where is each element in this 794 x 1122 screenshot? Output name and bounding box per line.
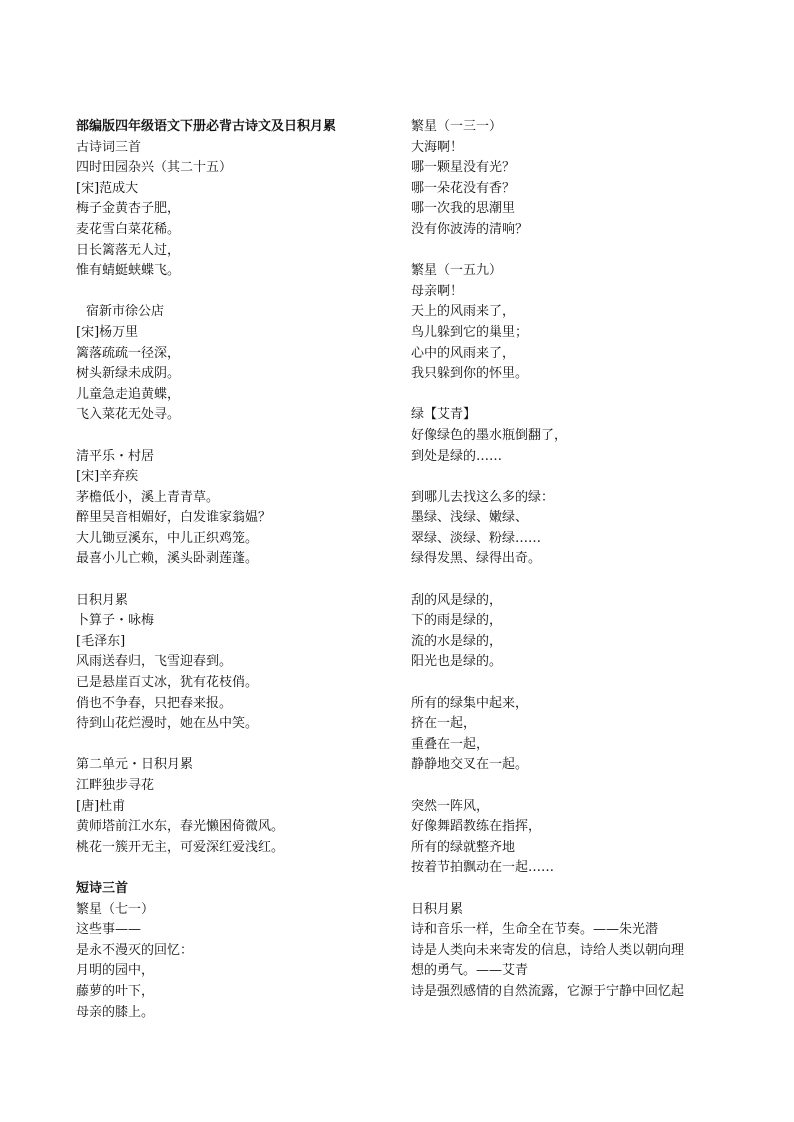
text-line: 诗是人类向未来寄发的信息，诗给人类以朝向理	[411, 942, 685, 958]
text-line: 母亲啊！	[411, 283, 464, 299]
text-line: [宋]辛弃疾	[76, 469, 139, 485]
text-line: 大海啊！	[411, 139, 464, 155]
text-line: 待到山花烂漫时，她在丛中笑。	[76, 716, 259, 732]
text-line: 清平乐・村居	[76, 448, 155, 464]
blank-line	[411, 879, 741, 900]
blank-line	[76, 426, 396, 447]
text-line: 到哪儿去找这么多的绿：	[411, 489, 555, 505]
text-line: 惟有蜻蜓蛱蝶飞。	[76, 263, 181, 279]
text-line: 刮的风是绿的，	[411, 592, 503, 608]
text-line: 树头新绿未成阴。	[76, 366, 181, 382]
left-column	[76, 117, 396, 1023]
text-line: 到处是绿的……	[411, 448, 503, 464]
text-line: 宿新市徐公店	[86, 304, 165, 320]
text-line: 墨绿、浅绿、嫩绿、	[411, 510, 529, 526]
text-line: 繁星（一三一）	[411, 119, 503, 134]
text-line: 静静地交叉在一起。	[411, 757, 529, 773]
text-line: 篱落疏疏一径深，	[76, 345, 181, 361]
text-line: [毛泽东]	[76, 633, 126, 649]
text-line: 已是悬崖百丈冰，犹有花枝俏。	[76, 675, 259, 691]
text-line: [宋]杨万里	[76, 324, 139, 340]
text-line: 好像绿色的墨水瓶倒翻了，	[411, 427, 568, 443]
text-line: 四时田园杂兴（其二十五）	[76, 160, 233, 176]
text-line: 藤萝的叶下，	[76, 983, 155, 999]
text-line: 翠绿、淡绿、粉绿……	[411, 530, 542, 546]
text-line: 最喜小儿亡赖，溪头卧剥莲蓬。	[76, 551, 259, 567]
text-line: 想的勇气。——艾青	[411, 963, 529, 979]
text-line: 天上的风雨来了，	[411, 304, 516, 320]
text-line: 诗和音乐一样，生命全在节奏。——朱光潜	[411, 922, 659, 938]
section-heading: 短诗三首	[76, 880, 129, 896]
text-line: [宋]范成大	[76, 180, 139, 196]
text-line: 月明的园中，	[76, 963, 155, 979]
blank-line	[411, 570, 741, 591]
text-line: 繁星（七一）	[76, 901, 155, 917]
document-title: 部编版四年级语文下册必背古诗文及日积月累	[76, 119, 337, 134]
text-line: 哪一颗星没有光？	[411, 160, 516, 176]
text-line: 按着节拍飘动在一起……	[411, 860, 555, 876]
text-line: 日积月累	[76, 592, 129, 608]
blank-line	[76, 282, 396, 303]
text-line: 茅檐低小，溪上青青草。	[76, 489, 220, 505]
blank-line	[411, 467, 741, 488]
blank-line	[411, 673, 741, 694]
text-line: 流的水是绿的，	[411, 633, 503, 649]
text-line: 好像舞蹈教练在指挥，	[411, 819, 542, 835]
text-line: 没有你波涛的清响？	[411, 221, 529, 237]
text-line: 绿得发黑、绿得出奇。	[411, 551, 542, 567]
text-line: 诗是强烈感情的自然流露，它源于宁静中回忆起	[411, 983, 685, 999]
text-line: 第二单元・日积月累	[76, 757, 194, 773]
text-line: 重叠在一起，	[411, 736, 490, 752]
text-line: 突然一阵风，	[411, 798, 490, 814]
text-line: 心中的风雨来了，	[411, 345, 516, 361]
text-line: 大儿锄豆溪东，中儿正织鸡笼。	[76, 530, 259, 546]
blank-line	[76, 858, 396, 879]
text-line: 飞入菜花无处寻。	[76, 407, 181, 423]
text-line: 哪一次我的思潮里	[411, 201, 516, 217]
blank-line	[411, 241, 741, 262]
text-line: 日积月累	[411, 901, 464, 917]
blank-line	[411, 385, 741, 406]
text-line: 挤在一起，	[411, 716, 477, 732]
text-line: 梅子金黄杏子肥，	[76, 201, 181, 217]
text-line: 繁星（一五九）	[411, 263, 503, 279]
text-line: 鸟儿躲到它的巢里；	[411, 324, 529, 340]
text-line: 醉里吴音相媚好，白发谁家翁媪？	[76, 510, 272, 526]
text-line: [唐]杜甫	[76, 798, 126, 814]
text-line: 江畔独步寻花	[76, 778, 155, 793]
blank-line	[411, 776, 741, 797]
text-line: 哪一朵花没有香？	[411, 180, 516, 196]
text-line: 风雨送春归，飞雪迎春到。	[76, 654, 233, 670]
text-line: 卜算子・咏梅	[76, 613, 155, 629]
right-column	[411, 117, 741, 1003]
text-line: 麦花雪白菜花稀。	[76, 221, 181, 237]
text-line: 我只躲到你的怀里。	[411, 366, 529, 382]
text-line: 日长篱落无人过，	[76, 242, 181, 258]
text-line: 下的雨是绿的，	[411, 613, 503, 629]
text-line: 所有的绿就整齐地	[411, 839, 516, 855]
text-line: 儿童急走追黄蝶，	[76, 386, 181, 402]
text-line: 黄师塔前江水东，春光懒困倚微风。	[76, 819, 285, 835]
text-line: 阳光也是绿的。	[411, 654, 503, 670]
text-line: 这些事——	[76, 922, 142, 938]
blank-line	[76, 570, 396, 591]
text-line: 绿【艾青】	[411, 407, 477, 423]
text-line: 母亲的膝上。	[76, 1004, 155, 1020]
text-line: 是永不漫灭的回忆：	[76, 942, 194, 958]
text-line: 俏也不争春，只把春来报。	[76, 695, 233, 711]
blank-line	[76, 735, 396, 756]
text-line: 桃花一簇开无主，可爱深红爱浅红。	[76, 839, 285, 855]
text-line: 所有的绿集中起来，	[411, 695, 529, 711]
text-line: 古诗词三首	[76, 139, 142, 155]
